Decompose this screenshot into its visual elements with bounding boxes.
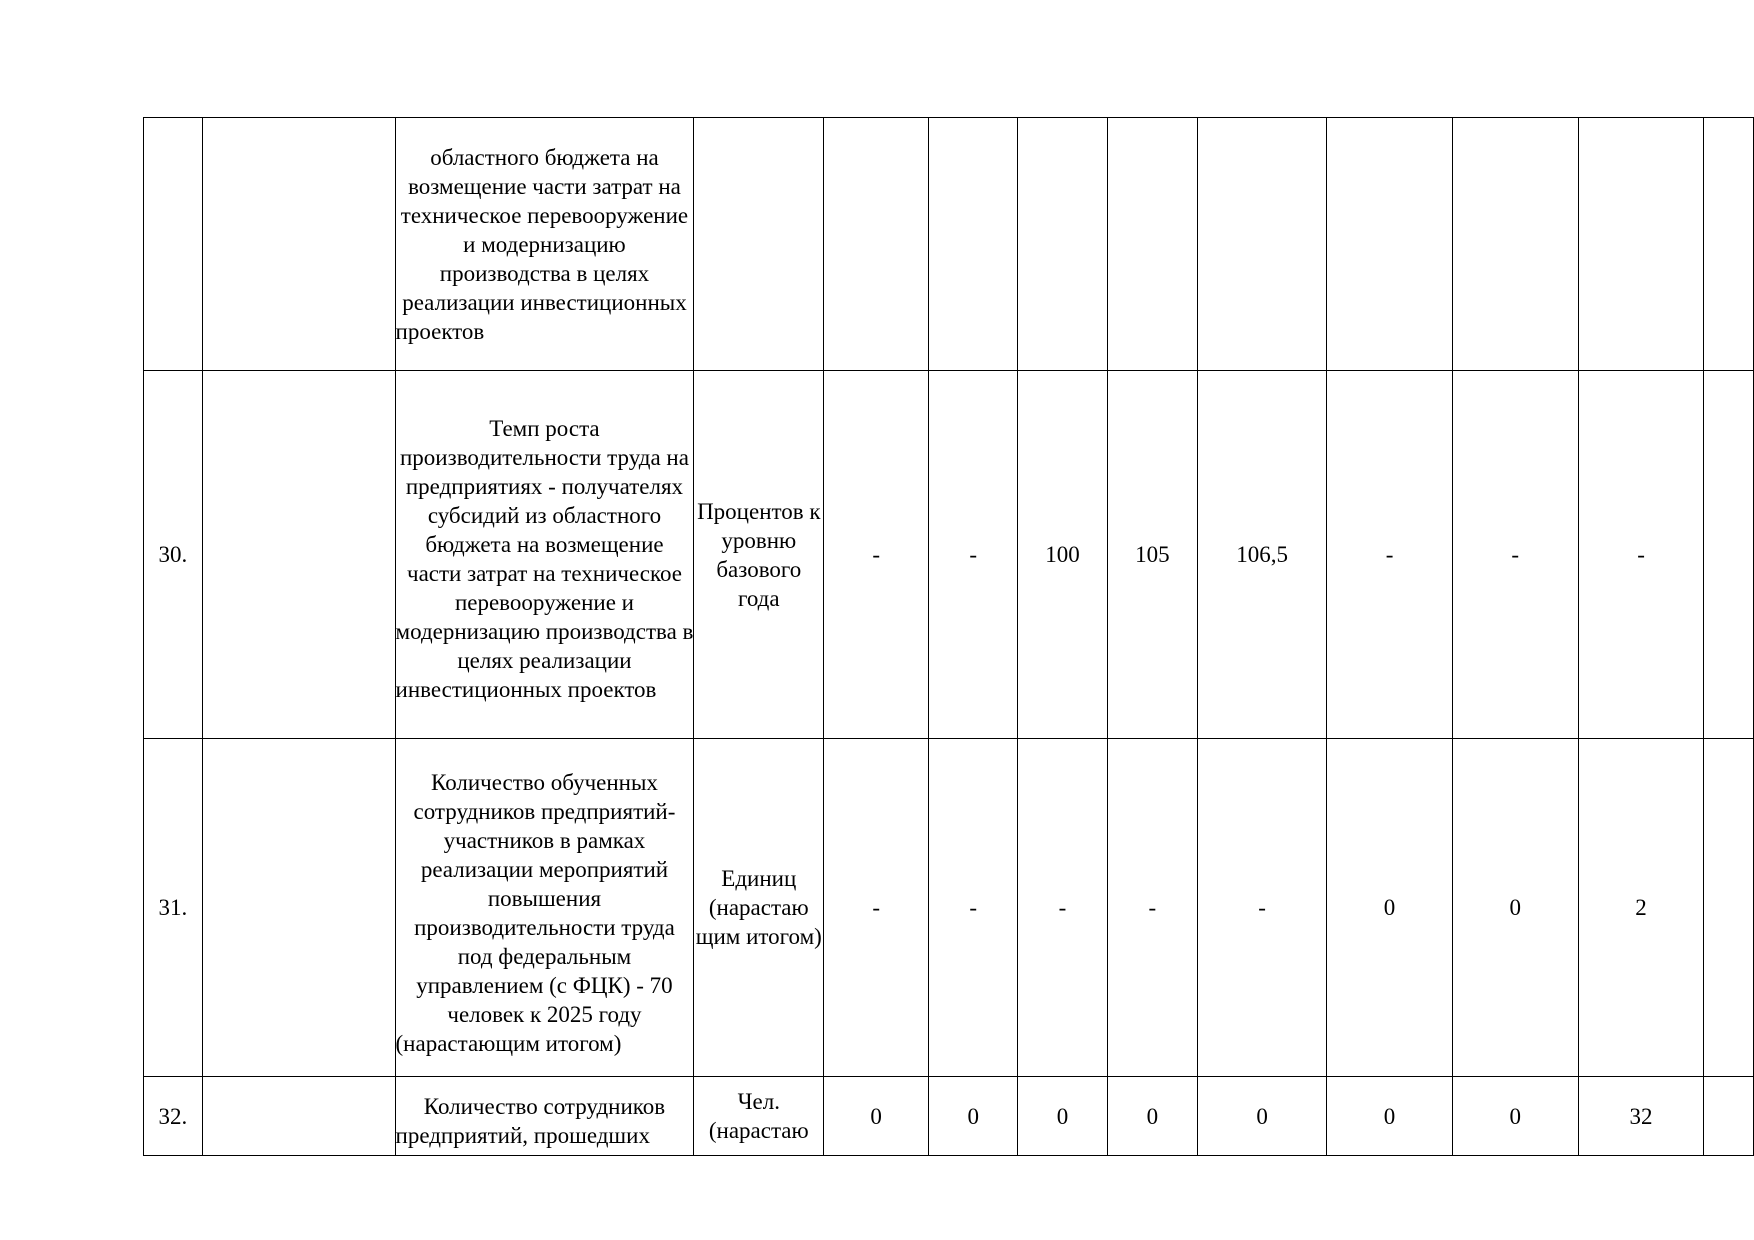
value-cell: -: [1327, 371, 1453, 739]
value-cell: 106,5: [1198, 371, 1327, 739]
program-cell: [202, 371, 395, 739]
value-cell: 105: [1107, 371, 1197, 739]
value-cell: -: [1018, 739, 1107, 1077]
value-cell: 2: [1578, 739, 1704, 1077]
indicators-table: [143, 117, 1754, 1156]
value-cell: [1704, 739, 1754, 1077]
value-cell: -: [929, 371, 1018, 739]
unit-cell: Чел. (нарастаю: [694, 1077, 824, 1156]
value-cell: -: [1107, 739, 1197, 1077]
indicator-name: Количество сотрудников предприятий, прошедших: [395, 1077, 694, 1156]
value-cell: [1198, 118, 1327, 371]
value-cell: [929, 118, 1018, 371]
row-number: 31.: [144, 739, 203, 1077]
value-cell: 100: [1018, 371, 1107, 739]
value-cell: [1704, 1077, 1754, 1156]
value-cell: 0: [1452, 1077, 1578, 1156]
indicator-name: Количество обученных сотрудников предприятий-участников в рамках реализации мероприятий повышения производительности труда под федеральным управлением (с ФЦК) - 70 человек к 2025 году (нарастающим итогом): [395, 739, 694, 1077]
value-cell: 0: [1107, 1077, 1197, 1156]
value-cell: 0: [1198, 1077, 1327, 1156]
value-cell: [1704, 118, 1754, 371]
value-cell: 0: [1327, 1077, 1453, 1156]
indicator-name: областного бюджета на возмещение части затрат на техническое перевооружение и модернизацию производства в целях реализации инвестиционных проектов: [395, 118, 694, 371]
value-cell: 32: [1578, 1077, 1704, 1156]
row-number: 32.: [144, 1077, 203, 1156]
table-row: [144, 371, 1754, 739]
indicator-name: Темп роста производительности труда на предприятиях - получателях субсидий из областного бюджета на возмещение части затрат на техническое перевооружение и модернизацию производства в целях реализации инвестиционных проектов: [395, 371, 694, 739]
table-row: [144, 1077, 1754, 1156]
value-cell: -: [824, 739, 929, 1077]
row-number: 30.: [144, 371, 203, 739]
value-cell: -: [1578, 371, 1704, 739]
value-cell: -: [1452, 371, 1578, 739]
table-row: [144, 739, 1754, 1077]
value-cell: -: [824, 371, 929, 739]
value-cell: 0: [1452, 739, 1578, 1077]
program-cell: [202, 1077, 395, 1156]
value-cell: -: [1198, 739, 1327, 1077]
value-cell: -: [929, 739, 1018, 1077]
unit-cell: Процентов к уровню базового года: [694, 371, 824, 739]
program-cell: [202, 118, 395, 371]
value-cell: 0: [929, 1077, 1018, 1156]
value-cell: 0: [1327, 739, 1453, 1077]
value-cell: [1107, 118, 1197, 371]
value-cell: [1327, 118, 1453, 371]
value-cell: [1452, 118, 1578, 371]
value-cell: 0: [1018, 1077, 1107, 1156]
unit-cell: [694, 118, 824, 371]
table-row: [144, 118, 1754, 371]
value-cell: 0: [824, 1077, 929, 1156]
row-number: [144, 118, 203, 371]
value-cell: [824, 118, 929, 371]
program-cell: [202, 739, 395, 1077]
value-cell: [1018, 118, 1107, 371]
unit-cell: Единиц (нарастаю щим итогом): [694, 739, 824, 1077]
value-cell: [1578, 118, 1704, 371]
value-cell: [1704, 371, 1754, 739]
